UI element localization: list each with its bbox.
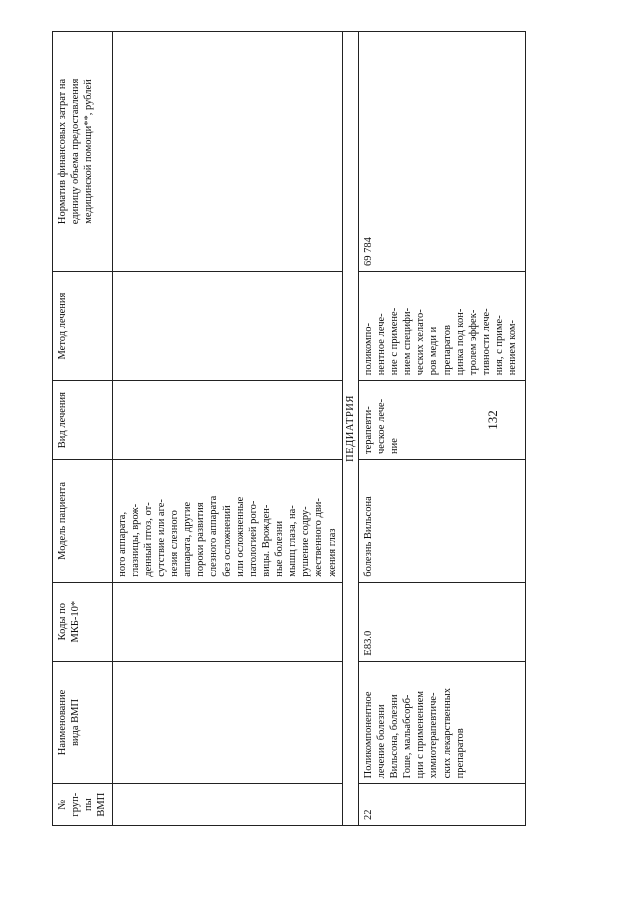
cell-empty bbox=[112, 661, 342, 784]
header-treatment-method: Метод лечения bbox=[53, 271, 113, 380]
table-row bbox=[358, 32, 525, 826]
page-number: 132 bbox=[485, 410, 500, 430]
cell-empty bbox=[112, 32, 342, 272]
cell-continuation-model: ного аппарата, глазницы, врож- денный птоз, от- сутствие или аге- незия слезного аппарата, другие пороки развития слезного аппарата без осложнений или осложненные патологией рого- вицы. Врожден- ные болезни мышц глаза, на- рушение содру- жественного дви- жения глаз bbox=[112, 460, 342, 583]
header-icd-codes: Коды по МКБ-10* bbox=[53, 582, 113, 661]
section-row bbox=[342, 32, 358, 826]
header-patient-model: Модель пациента bbox=[53, 460, 113, 583]
cell-group-number: 22 bbox=[358, 784, 525, 826]
header-group-number: № груп- пы ВМП bbox=[53, 784, 113, 826]
continuation-row bbox=[112, 32, 342, 826]
header-financial-norm: Норматив финансовых затрат на единицу объема предоставления медицинской помощи**, рублей bbox=[53, 32, 113, 272]
document-page bbox=[52, 31, 617, 826]
cell-financial-norm: 69 784 bbox=[358, 32, 525, 272]
cell-empty bbox=[112, 271, 342, 380]
header-vmp-name: Наименование вида ВМП bbox=[53, 661, 113, 784]
cell-vmp-name: Поликомпонентное лечение болезни Вильсона, болезни Гоше, мальабсорб- ции с применением химиотерапевтиче- ских лекарственных препаратов bbox=[358, 661, 525, 784]
cell-treatment-method: поликомпо- нентное лече- ние с примене- нием специфи- ческих хелато- ров меди и препаратов цинка под кон- тролем эффек- тивности лече- ния, с приме- нением ком- bbox=[358, 271, 525, 380]
header-treatment-type: Вид лечения bbox=[53, 381, 113, 460]
cell-icd-codes: E83.0 bbox=[358, 582, 525, 661]
section-title: ПЕДИАТРИЯ bbox=[342, 32, 358, 826]
cell-empty bbox=[112, 784, 342, 826]
table-header-row bbox=[53, 32, 113, 826]
vmp-table bbox=[52, 31, 526, 826]
cell-treatment-type: терапевти- ческое лече- ние bbox=[358, 381, 525, 460]
cell-empty bbox=[112, 582, 342, 661]
cell-patient-model: болезнь Вильсона bbox=[358, 460, 525, 583]
cell-empty bbox=[112, 381, 342, 460]
